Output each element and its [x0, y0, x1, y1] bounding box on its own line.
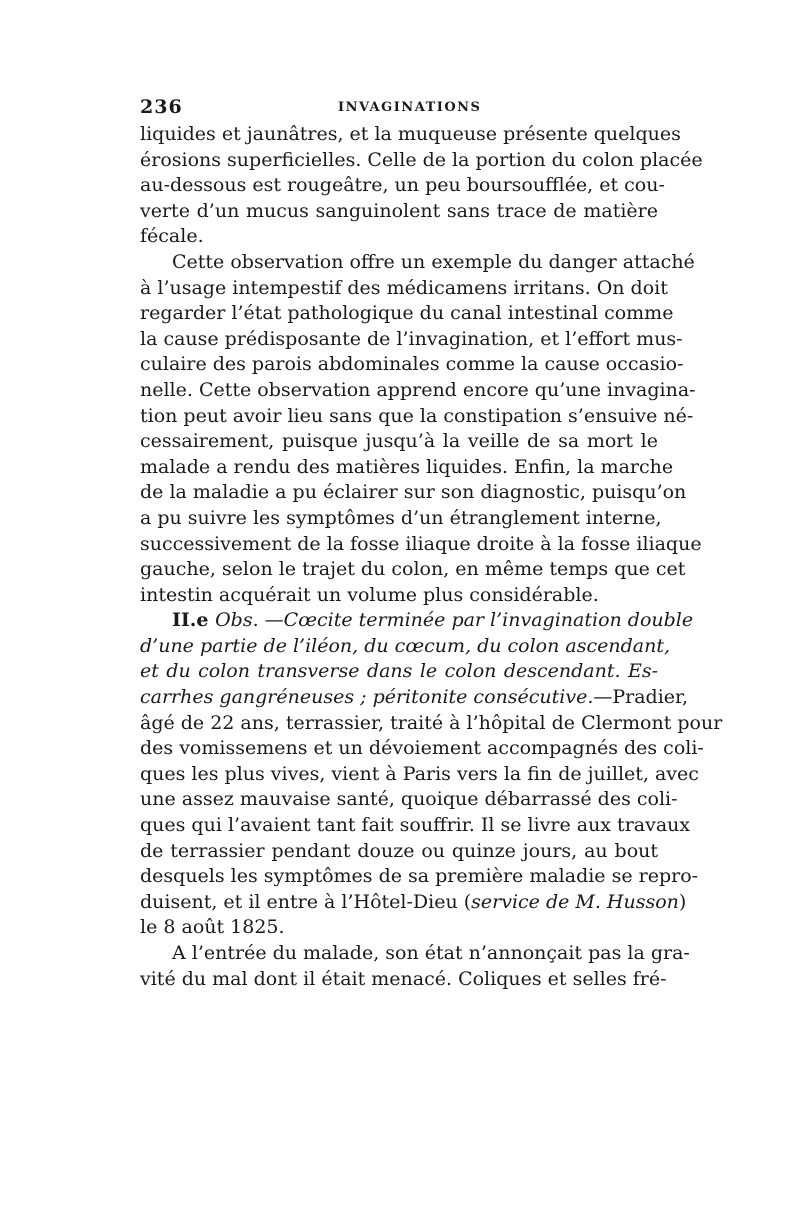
- text-line: [140, 557, 686, 583]
- text-segment: tion peut avoir lieu sans que la constipation s’ensuive né-: [140, 404, 694, 427]
- text-line: [140, 659, 658, 685]
- text-segment: verte d’un mucus sanguinolent sans trace de matière: [140, 199, 658, 222]
- text-line: [140, 429, 658, 455]
- text-segment: une assez mauvaise santé, quoique débarrassé des coli-: [140, 788, 678, 811]
- text-line: [140, 480, 687, 506]
- text-line: [140, 378, 696, 404]
- text-segment: liquides et jaunâtres, et la muqueuse présente quelques: [140, 123, 681, 145]
- text-segment: fécale.: [140, 225, 204, 248]
- text-line: [140, 532, 702, 558]
- text-line: [140, 736, 704, 762]
- text-segment: le 8 août 1825.: [140, 916, 285, 939]
- text-line: [140, 122, 681, 148]
- text-segment: de la maladie a pu éclairer sur son diagnostic, puisqu’on: [140, 481, 687, 504]
- text-line: [140, 967, 667, 993]
- text-line: [140, 173, 665, 199]
- text-segment: gauche, selon le trajet du colon, en même temps que cet: [140, 558, 686, 581]
- text-line: [140, 941, 690, 967]
- text-line: [140, 250, 695, 276]
- text-segment: successivement de la fosse iliaque droite à la fosse iliaque: [140, 532, 702, 555]
- text-segment: carrhes gangréneuses ; péritonite consécutive.: [140, 686, 594, 709]
- text-line: [140, 327, 683, 353]
- text-segment: nelle. Cette observation apprend encore qu’une invagina-: [140, 378, 696, 401]
- page-header: [140, 96, 660, 122]
- text-segment: Cette observation offre un exemple du danger attaché: [172, 250, 695, 273]
- text-line: [140, 352, 684, 378]
- text-segment: II.e: [172, 609, 216, 632]
- text-segment: ques les plus vives, vient à Paris vers la fin de juillet, avec: [140, 762, 699, 785]
- text-line: [140, 839, 658, 865]
- text-segment: culaire des parois abdominales comme la cause occasio-: [140, 353, 684, 376]
- text-segment: ques qui l’avaient tant fait souffrir. Il se livre aux travaux: [140, 814, 691, 837]
- text-line: [140, 455, 674, 481]
- text-line: [140, 199, 658, 225]
- text-segment: de terrassier pendant douze ou quinze jours, au bout: [140, 839, 658, 862]
- text-segment: au-dessous est rougeâtre, un peu boursoufflée, et cou-: [140, 174, 665, 197]
- text-line: [140, 506, 662, 532]
- text-segment: âgé de 22 ans, terrassier, traité à l’hôpital de Clermont pour: [140, 711, 723, 734]
- text-line: [140, 224, 658, 250]
- text-segment: regarder l’état pathologique du canal intestinal comme: [140, 302, 674, 325]
- body-text: [140, 122, 723, 992]
- text-line: [140, 404, 694, 430]
- text-segment: à l’usage intempestif des médicamens irritans. On doit: [140, 276, 668, 299]
- text-segment: ): [678, 890, 687, 913]
- text-line: [140, 813, 691, 839]
- running-head: INVAGINATIONS: [338, 100, 482, 115]
- text-segment: la cause prédisposante de l’invagination, et l’effort mus-: [140, 327, 683, 350]
- text-segment: malade a rendu des matières liquides. Enfin, la marche: [140, 455, 674, 478]
- text-segment: desquels les symptômes de sa première maladie se repro-: [140, 865, 699, 888]
- text-line: [140, 915, 658, 941]
- text-segment: d’une partie de l’iléon, du cœcum, du colon ascendant,: [140, 634, 670, 657]
- text-segment: a pu suivre les symptômes d’un étranglement interne,: [140, 506, 662, 529]
- text-line: [140, 583, 658, 609]
- text-segment: et du colon transverse dans le colon descendant. Es-: [140, 660, 658, 683]
- text-line: [140, 148, 703, 174]
- text-line: [140, 787, 678, 813]
- text-segment: —Pradier,: [593, 686, 689, 709]
- text-segment: des vomissemens et un dévoiement accompagnés des coli-: [140, 737, 704, 760]
- text-line: [140, 864, 699, 890]
- text-line: [140, 301, 674, 327]
- text-line: [140, 634, 670, 660]
- text-segment: érosions superficielles. Celle de la portion du colon placée: [140, 148, 703, 171]
- text-line: [140, 762, 699, 788]
- text-segment: A l’entrée du malade, son état n’annonçait pas la gra-: [172, 942, 690, 964]
- text-segment: service de M. Husson: [471, 890, 679, 913]
- text-segment: duisent, et il entre à l’Hôtel-Dieu (: [140, 890, 472, 913]
- text-line: [140, 890, 687, 916]
- text-segment: cessairement, puisque jusqu’à la veille de sa mort le: [140, 430, 658, 453]
- page-number: 236: [140, 96, 183, 118]
- text-line: [140, 711, 723, 737]
- text-line: [140, 685, 689, 711]
- text-segment: intestin acquérait un volume plus considérable.: [140, 583, 599, 606]
- text-segment: Obs. —Cœcite terminée par l’invagination double: [215, 609, 694, 632]
- text-segment: vité du mal dont il était menacé. Coliques et selles fré-: [140, 967, 667, 990]
- text-line: [140, 608, 694, 634]
- text-line: [140, 276, 668, 302]
